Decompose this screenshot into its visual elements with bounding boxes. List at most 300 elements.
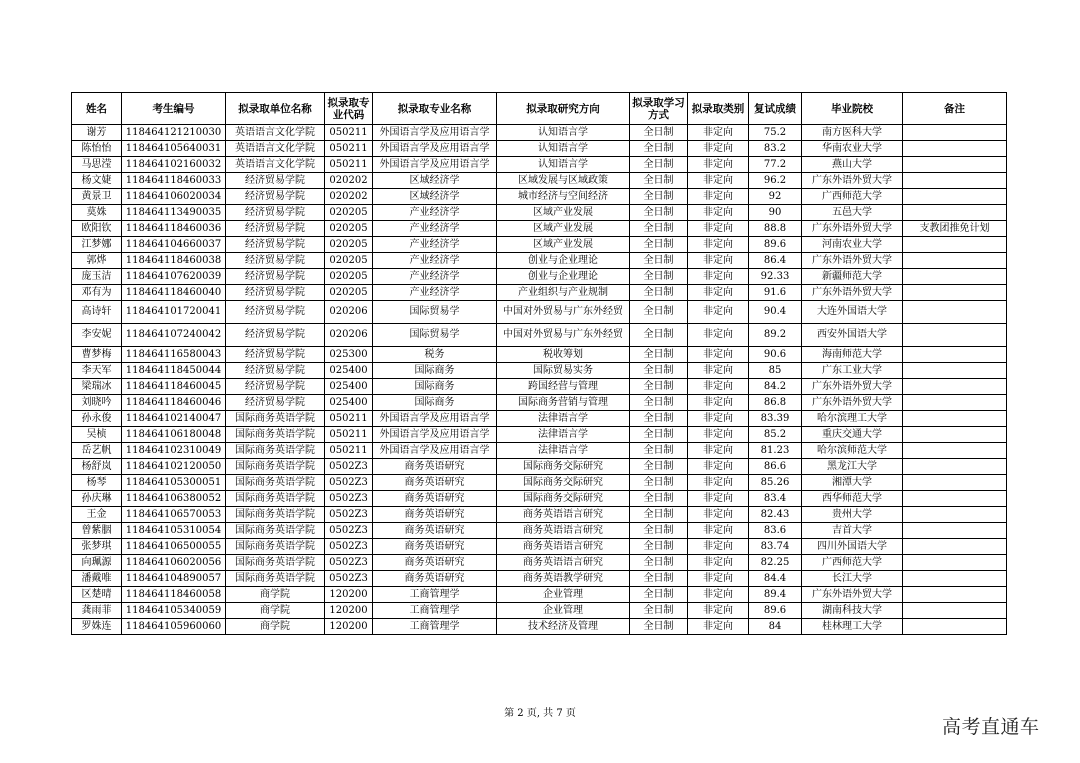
cell-score: 82.43 xyxy=(749,507,802,523)
cell-major-name: 产业经济学 xyxy=(373,205,497,221)
cell-major-code: 020205 xyxy=(325,205,373,221)
cell-major-name: 商务英语研究 xyxy=(373,539,497,555)
cell-name: 黄景卫 xyxy=(72,189,122,205)
cell-unit: 国际商务英语学院 xyxy=(226,555,325,571)
cell-remarks xyxy=(903,189,1007,205)
cell-remarks xyxy=(903,301,1007,324)
table-row xyxy=(72,301,1007,324)
cell-major-name: 税务 xyxy=(373,347,497,363)
cell-school: 五邑大学 xyxy=(802,205,903,221)
cell-major-code: 050211 xyxy=(325,411,373,427)
cell-major-code: 025400 xyxy=(325,363,373,379)
cell-category: 非定向 xyxy=(688,475,749,491)
cell-study-mode: 全日制 xyxy=(630,571,688,587)
cell-research-direction: 法律语言学 xyxy=(497,411,630,427)
admission-table xyxy=(71,92,1007,635)
cell-school: 广西师范大学 xyxy=(802,555,903,571)
cell-category: 非定向 xyxy=(688,571,749,587)
cell-name: 潘戴唯 xyxy=(72,571,122,587)
cell-category: 非定向 xyxy=(688,189,749,205)
cell-unit: 商学院 xyxy=(226,603,325,619)
cell-exam-id: 118464116580043 xyxy=(122,347,226,363)
cell-remarks xyxy=(903,459,1007,475)
table-row xyxy=(72,587,1007,603)
cell-name: 欧阳钦 xyxy=(72,221,122,237)
cell-major-code: 020202 xyxy=(325,173,373,189)
cell-category: 非定向 xyxy=(688,459,749,475)
cell-exam-id: 118464118460046 xyxy=(122,395,226,411)
cell-school: 西安外国语大学 xyxy=(802,324,903,347)
cell-major-code: 0502Z3 xyxy=(325,555,373,571)
cell-remarks xyxy=(903,347,1007,363)
cell-school: 吉首大学 xyxy=(802,523,903,539)
cell-remarks xyxy=(903,173,1007,189)
cell-remarks xyxy=(903,571,1007,587)
cell-major-name: 外国语言学及应用语言学 xyxy=(373,141,497,157)
cell-remarks xyxy=(903,285,1007,301)
cell-major-code: 050211 xyxy=(325,443,373,459)
header-score: 复试成绩 xyxy=(749,93,802,125)
cell-category: 非定向 xyxy=(688,523,749,539)
cell-score: 96.2 xyxy=(749,173,802,189)
cell-major-name: 工商管理学 xyxy=(373,587,497,603)
cell-unit: 英语语言文化学院 xyxy=(226,141,325,157)
cell-major-code: 050211 xyxy=(325,141,373,157)
cell-major-code: 025400 xyxy=(325,395,373,411)
cell-unit: 经济贸易学院 xyxy=(226,269,325,285)
cell-remarks xyxy=(903,491,1007,507)
cell-major-name: 外国语言学及应用语言学 xyxy=(373,411,497,427)
cell-major-name: 商务英语研究 xyxy=(373,555,497,571)
cell-unit: 经济贸易学院 xyxy=(226,363,325,379)
cell-name: 吴桢 xyxy=(72,427,122,443)
cell-name: 李安妮 xyxy=(72,324,122,347)
cell-remarks xyxy=(903,539,1007,555)
cell-remarks xyxy=(903,269,1007,285)
cell-name: 高诗轩 xyxy=(72,301,122,324)
cell-remarks xyxy=(903,619,1007,635)
cell-school: 黑龙江大学 xyxy=(802,459,903,475)
cell-category: 非定向 xyxy=(688,141,749,157)
cell-major-code: 120200 xyxy=(325,603,373,619)
cell-major-name: 外国语言学及应用语言学 xyxy=(373,427,497,443)
cell-major-code: 0502Z3 xyxy=(325,459,373,475)
cell-unit: 国际商务英语学院 xyxy=(226,443,325,459)
cell-study-mode: 全日制 xyxy=(630,205,688,221)
table-row xyxy=(72,443,1007,459)
cell-unit: 经济贸易学院 xyxy=(226,379,325,395)
cell-school: 海南师范大学 xyxy=(802,347,903,363)
cell-exam-id: 118464106380052 xyxy=(122,491,226,507)
table-row xyxy=(72,427,1007,443)
cell-research-direction: 商务英语语言研究 xyxy=(497,523,630,539)
cell-study-mode: 全日制 xyxy=(630,301,688,324)
page-footer: 第 2 页, 共 7 页 xyxy=(504,708,576,719)
cell-research-direction: 创业与企业理论 xyxy=(497,269,630,285)
cell-major-name: 产业经济学 xyxy=(373,253,497,269)
table-row xyxy=(72,491,1007,507)
cell-major-name: 商务英语研究 xyxy=(373,459,497,475)
cell-major-name: 国际商务 xyxy=(373,379,497,395)
cell-major-name: 国际商务 xyxy=(373,363,497,379)
cell-score: 77.2 xyxy=(749,157,802,173)
cell-study-mode: 全日制 xyxy=(630,427,688,443)
cell-remarks xyxy=(903,125,1007,141)
cell-unit: 商学院 xyxy=(226,587,325,603)
cell-category: 非定向 xyxy=(688,301,749,324)
cell-category: 非定向 xyxy=(688,253,749,269)
cell-study-mode: 全日制 xyxy=(630,221,688,237)
cell-exam-id: 118464118460036 xyxy=(122,221,226,237)
table-row xyxy=(72,347,1007,363)
cell-exam-id: 118464102140047 xyxy=(122,411,226,427)
cell-category: 非定向 xyxy=(688,221,749,237)
cell-score: 85 xyxy=(749,363,802,379)
header-study-mode: 拟录取学习方式 xyxy=(630,93,688,125)
cell-major-code: 0502Z3 xyxy=(325,491,373,507)
cell-remarks xyxy=(903,379,1007,395)
table-row xyxy=(72,539,1007,555)
cell-research-direction: 城市经济与空间经济 xyxy=(497,189,630,205)
header-major-code: 拟录取专业代码 xyxy=(325,93,373,125)
cell-exam-id: 118464107620039 xyxy=(122,269,226,285)
table-row xyxy=(72,189,1007,205)
cell-major-code: 0502Z3 xyxy=(325,523,373,539)
cell-major-name: 商务英语研究 xyxy=(373,491,497,507)
cell-unit: 英语语言文化学院 xyxy=(226,125,325,141)
cell-study-mode: 全日制 xyxy=(630,237,688,253)
table-row xyxy=(72,141,1007,157)
table-row xyxy=(72,555,1007,571)
cell-score: 83.4 xyxy=(749,491,802,507)
cell-school: 长江大学 xyxy=(802,571,903,587)
cell-school: 广东工业大学 xyxy=(802,363,903,379)
cell-remarks xyxy=(903,523,1007,539)
cell-category: 非定向 xyxy=(688,173,749,189)
cell-research-direction: 商务英语语言研究 xyxy=(497,539,630,555)
cell-school: 广东外语外贸大学 xyxy=(802,285,903,301)
cell-category: 非定向 xyxy=(688,285,749,301)
cell-research-direction: 商务英语教学研究 xyxy=(497,571,630,587)
cell-school: 湖南科技大学 xyxy=(802,603,903,619)
cell-name: 杨文婕 xyxy=(72,173,122,189)
cell-score: 88.8 xyxy=(749,221,802,237)
cell-research-direction: 认知语言学 xyxy=(497,157,630,173)
cell-school: 四川外国语大学 xyxy=(802,539,903,555)
cell-major-code: 0502Z3 xyxy=(325,539,373,555)
cell-category: 非定向 xyxy=(688,269,749,285)
cell-category: 非定向 xyxy=(688,379,749,395)
table-row xyxy=(72,619,1007,635)
cell-score: 84.4 xyxy=(749,571,802,587)
cell-major-name: 国际商务 xyxy=(373,395,497,411)
cell-category: 非定向 xyxy=(688,427,749,443)
cell-major-code: 120200 xyxy=(325,619,373,635)
cell-research-direction: 技术经济及管理 xyxy=(497,619,630,635)
cell-unit: 经济贸易学院 xyxy=(226,395,325,411)
cell-remarks xyxy=(903,427,1007,443)
cell-category: 非定向 xyxy=(688,555,749,571)
cell-study-mode: 全日制 xyxy=(630,173,688,189)
cell-score: 91.6 xyxy=(749,285,802,301)
cell-score: 89.6 xyxy=(749,603,802,619)
cell-name: 庞玉洁 xyxy=(72,269,122,285)
cell-exam-id: 118464118460038 xyxy=(122,253,226,269)
cell-exam-id: 118464118460033 xyxy=(122,173,226,189)
cell-major-name: 产业经济学 xyxy=(373,237,497,253)
table-row xyxy=(72,363,1007,379)
cell-research-direction: 认知语言学 xyxy=(497,141,630,157)
cell-exam-id: 118464102310049 xyxy=(122,443,226,459)
cell-research-direction: 税收筹划 xyxy=(497,347,630,363)
cell-major-code: 020205 xyxy=(325,237,373,253)
cell-research-direction: 创业与企业理论 xyxy=(497,253,630,269)
cell-remarks xyxy=(903,324,1007,347)
cell-score: 90.6 xyxy=(749,347,802,363)
cell-category: 非定向 xyxy=(688,411,749,427)
cell-category: 非定向 xyxy=(688,443,749,459)
cell-exam-id: 118464102160032 xyxy=(122,157,226,173)
cell-major-code: 020206 xyxy=(325,301,373,324)
table-row xyxy=(72,269,1007,285)
cell-name: 岳艺帆 xyxy=(72,443,122,459)
cell-major-code: 050211 xyxy=(325,427,373,443)
cell-unit: 国际商务英语学院 xyxy=(226,411,325,427)
cell-study-mode: 全日制 xyxy=(630,363,688,379)
cell-school: 桂林理工大学 xyxy=(802,619,903,635)
cell-remarks xyxy=(903,587,1007,603)
cell-category: 非定向 xyxy=(688,237,749,253)
cell-study-mode: 全日制 xyxy=(630,507,688,523)
table-row xyxy=(72,379,1007,395)
table-row xyxy=(72,157,1007,173)
cell-study-mode: 全日制 xyxy=(630,459,688,475)
cell-major-code: 025400 xyxy=(325,379,373,395)
cell-exam-id: 118464105340059 xyxy=(122,603,226,619)
cell-research-direction: 企业管理 xyxy=(497,587,630,603)
cell-school: 华南农业大学 xyxy=(802,141,903,157)
cell-remarks xyxy=(903,205,1007,221)
cell-study-mode: 全日制 xyxy=(630,395,688,411)
cell-exam-id: 118464104890057 xyxy=(122,571,226,587)
table-row xyxy=(72,324,1007,347)
cell-remarks xyxy=(903,253,1007,269)
cell-unit: 经济贸易学院 xyxy=(226,285,325,301)
cell-score: 81.23 xyxy=(749,443,802,459)
cell-major-name: 工商管理学 xyxy=(373,619,497,635)
cell-major-name: 产业经济学 xyxy=(373,269,497,285)
cell-major-name: 区域经济学 xyxy=(373,189,497,205)
cell-unit: 国际商务英语学院 xyxy=(226,571,325,587)
cell-remarks xyxy=(903,475,1007,491)
table-row xyxy=(72,253,1007,269)
cell-name: 孙永俊 xyxy=(72,411,122,427)
cell-research-direction: 认知语言学 xyxy=(497,125,630,141)
cell-score: 92.33 xyxy=(749,269,802,285)
cell-unit: 国际商务英语学院 xyxy=(226,491,325,507)
cell-exam-id: 118464105960060 xyxy=(122,619,226,635)
cell-name: 龚雨菲 xyxy=(72,603,122,619)
cell-study-mode: 全日制 xyxy=(630,125,688,141)
table-row xyxy=(72,603,1007,619)
table-row xyxy=(72,411,1007,427)
cell-research-direction: 区域产业发展 xyxy=(497,237,630,253)
cell-unit: 商学院 xyxy=(226,619,325,635)
cell-unit: 国际商务英语学院 xyxy=(226,427,325,443)
cell-study-mode: 全日制 xyxy=(630,475,688,491)
cell-exam-id: 118464121210030 xyxy=(122,125,226,141)
table-row xyxy=(72,285,1007,301)
cell-category: 非定向 xyxy=(688,619,749,635)
cell-score: 85.26 xyxy=(749,475,802,491)
table-row xyxy=(72,205,1007,221)
cell-major-name: 国际贸易学 xyxy=(373,301,497,324)
cell-school: 新疆师范大学 xyxy=(802,269,903,285)
cell-study-mode: 全日制 xyxy=(630,157,688,173)
cell-study-mode: 全日制 xyxy=(630,141,688,157)
cell-name: 区楚晴 xyxy=(72,587,122,603)
cell-major-name: 产业经济学 xyxy=(373,221,497,237)
cell-research-direction: 区域发展与区域政策 xyxy=(497,173,630,189)
cell-score: 89.6 xyxy=(749,237,802,253)
cell-school: 广东外语外贸大学 xyxy=(802,221,903,237)
cell-study-mode: 全日制 xyxy=(630,619,688,635)
cell-score: 90 xyxy=(749,205,802,221)
cell-score: 75.2 xyxy=(749,125,802,141)
cell-exam-id: 118464104660037 xyxy=(122,237,226,253)
cell-name: 张梦琪 xyxy=(72,539,122,555)
cell-research-direction: 国际商务交际研究 xyxy=(497,459,630,475)
cell-major-name: 外国语言学及应用语言学 xyxy=(373,125,497,141)
cell-study-mode: 全日制 xyxy=(630,269,688,285)
cell-research-direction: 国际商务交际研究 xyxy=(497,491,630,507)
cell-unit: 国际商务英语学院 xyxy=(226,523,325,539)
table-row xyxy=(72,125,1007,141)
header-name: 姓名 xyxy=(72,93,122,125)
cell-remarks xyxy=(903,603,1007,619)
cell-school: 广东外语外贸大学 xyxy=(802,587,903,603)
cell-study-mode: 全日制 xyxy=(630,285,688,301)
cell-score: 83.39 xyxy=(749,411,802,427)
cell-name: 马思滢 xyxy=(72,157,122,173)
cell-unit: 经济贸易学院 xyxy=(226,324,325,347)
cell-exam-id: 118464105300051 xyxy=(122,475,226,491)
watermark-logo: 高考直通车 xyxy=(942,716,1040,738)
table-body xyxy=(72,125,1007,635)
header-exam-id: 考生编号 xyxy=(122,93,226,125)
header-school: 毕业院校 xyxy=(802,93,903,125)
cell-unit: 经济贸易学院 xyxy=(226,253,325,269)
cell-school: 河南农业大学 xyxy=(802,237,903,253)
cell-exam-id: 118464102120050 xyxy=(122,459,226,475)
cell-unit: 国际商务英语学院 xyxy=(226,539,325,555)
cell-research-direction: 国际贸易实务 xyxy=(497,363,630,379)
cell-name: 李天军 xyxy=(72,363,122,379)
header-row xyxy=(72,93,1007,125)
table-row xyxy=(72,459,1007,475)
cell-score: 83.2 xyxy=(749,141,802,157)
cell-major-name: 工商管理学 xyxy=(373,603,497,619)
cell-score: 92 xyxy=(749,189,802,205)
cell-school: 广东外语外贸大学 xyxy=(802,173,903,189)
cell-name: 陈怡怡 xyxy=(72,141,122,157)
cell-research-direction: 企业管理 xyxy=(497,603,630,619)
cell-school: 重庆交通大学 xyxy=(802,427,903,443)
cell-exam-id: 118464113490035 xyxy=(122,205,226,221)
cell-unit: 英语语言文化学院 xyxy=(226,157,325,173)
cell-research-direction: 法律语言学 xyxy=(497,427,630,443)
cell-major-name: 国际贸易学 xyxy=(373,324,497,347)
cell-remarks xyxy=(903,411,1007,427)
cell-research-direction: 国际商务交际研究 xyxy=(497,475,630,491)
cell-name: 莫姝 xyxy=(72,205,122,221)
cell-unit: 国际商务英语学院 xyxy=(226,475,325,491)
cell-unit: 国际商务英语学院 xyxy=(226,507,325,523)
cell-category: 非定向 xyxy=(688,125,749,141)
cell-remarks xyxy=(903,141,1007,157)
cell-unit: 经济贸易学院 xyxy=(226,347,325,363)
cell-category: 非定向 xyxy=(688,157,749,173)
cell-major-name: 商务英语研究 xyxy=(373,523,497,539)
cell-major-name: 商务英语研究 xyxy=(373,571,497,587)
cell-name: 孙庆琳 xyxy=(72,491,122,507)
cell-name: 郭烨 xyxy=(72,253,122,269)
header-research-direction: 拟录取研究方向 xyxy=(497,93,630,125)
cell-research-direction: 中国对外贸易与广东外经贸 xyxy=(497,301,630,324)
cell-major-code: 020205 xyxy=(325,285,373,301)
cell-major-name: 区域经济学 xyxy=(373,173,497,189)
cell-study-mode: 全日制 xyxy=(630,411,688,427)
cell-major-code: 020205 xyxy=(325,269,373,285)
table-row xyxy=(72,237,1007,253)
cell-major-name: 外国语言学及应用语言学 xyxy=(373,443,497,459)
cell-score: 86.6 xyxy=(749,459,802,475)
cell-study-mode: 全日制 xyxy=(630,189,688,205)
cell-major-code: 120200 xyxy=(325,587,373,603)
cell-name: 曹梦梅 xyxy=(72,347,122,363)
cell-exam-id: 118464118460045 xyxy=(122,379,226,395)
cell-score: 83.74 xyxy=(749,539,802,555)
cell-study-mode: 全日制 xyxy=(630,491,688,507)
cell-remarks xyxy=(903,395,1007,411)
cell-name: 谢芳 xyxy=(72,125,122,141)
cell-major-code: 050211 xyxy=(325,157,373,173)
cell-school: 湘潭大学 xyxy=(802,475,903,491)
cell-study-mode: 全日制 xyxy=(630,539,688,555)
cell-research-direction: 法律语言学 xyxy=(497,443,630,459)
cell-category: 非定向 xyxy=(688,491,749,507)
cell-category: 非定向 xyxy=(688,507,749,523)
cell-study-mode: 全日制 xyxy=(630,379,688,395)
cell-score: 84 xyxy=(749,619,802,635)
cell-school: 哈尔滨师范大学 xyxy=(802,443,903,459)
cell-school: 哈尔滨理工大学 xyxy=(802,411,903,427)
cell-major-code: 025300 xyxy=(325,347,373,363)
cell-exam-id: 118464105310054 xyxy=(122,523,226,539)
cell-name: 罗姝连 xyxy=(72,619,122,635)
cell-unit: 经济贸易学院 xyxy=(226,189,325,205)
cell-name: 杨舒岚 xyxy=(72,459,122,475)
cell-major-name: 产业经济学 xyxy=(373,285,497,301)
cell-remarks xyxy=(903,237,1007,253)
cell-remarks xyxy=(903,507,1007,523)
cell-unit: 经济贸易学院 xyxy=(226,173,325,189)
cell-score: 90.4 xyxy=(749,301,802,324)
cell-research-direction: 区域产业发展 xyxy=(497,205,630,221)
cell-name: 王金 xyxy=(72,507,122,523)
cell-category: 非定向 xyxy=(688,205,749,221)
cell-category: 非定向 xyxy=(688,587,749,603)
